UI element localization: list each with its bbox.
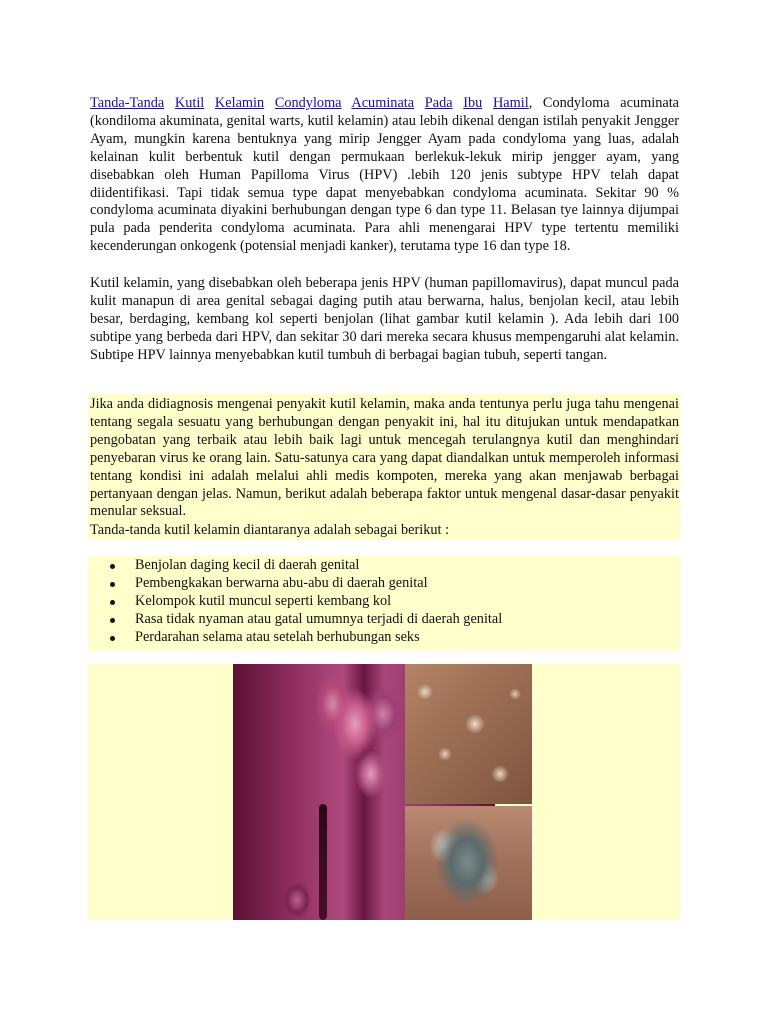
- intro-paragraph: [90, 95, 679, 256]
- symptom-list: [88, 557, 502, 647]
- title-link-6[interactable]: Pada: [424, 95, 453, 111]
- title-link-8[interactable]: Hamil: [492, 95, 529, 111]
- highlighted-section: [88, 394, 680, 540]
- list-item: Kelompok kutil muncul seperti kembang kol: [135, 593, 502, 611]
- diagnosis-paragraph: Jika anda didiagnosis mengenai penyakit kutil kelamin, maka anda tentunya perlu juga tahu mengenai tentang segala sesuatu yang berhubungan dengan penyakit ini, hal itu ditujukan untuk mendapatkan pengobatan yang terbaik atau lebih baik lagi untuk mencegah terulangnya kutil dan menghindari penyebaran virus ke orang lain. Satu-satunya cara yang dapat diandalkan untuk memperoleh informasi tentang kondisi ini adalah melalui ahli medis kompoten, mereka yang akan menjawab berbagai pertanyaan dengan jelas. Namun, berikut adalah beberapa faktor untuk mengenal dasar-dasar penyakit menular seksual.: [90, 396, 679, 520]
- title-link-1[interactable]: Tanda-Tanda: [90, 95, 165, 111]
- list-item: Benjolan daging kecil di daerah genital: [135, 557, 502, 575]
- list-item: Pembengkakan berwarna abu-abu di daerah genital: [135, 575, 502, 593]
- title-link-3[interactable]: Kelamin: [214, 95, 265, 111]
- symptom-list-intro: Tanda-tanda kutil kelamin diantaranya adalah sebagai berikut :: [90, 522, 450, 538]
- title-link-7[interactable]: Ibu: [463, 95, 483, 111]
- title-link-5[interactable]: Acuminata: [351, 95, 415, 111]
- title-link-2[interactable]: Kutil: [174, 95, 205, 111]
- clinical-photo-skin: [405, 664, 532, 804]
- hpv-paragraph: Kutil kelamin, yang disebabkan oleh beberapa jenis HPV (human papillomavirus), dapat muncul pada kulit manapun di area genital sebagai daging putih atau berwarna, halus, benjolan kecil, atau lebih besar, berdaging, kembang kol seperti benjolan (lihat gambar kutil kelamin ). Ada lebih dari 100 subtipe yang berbeda dari HPV, dan sekitar 30 dari mereka secara khusus mempengaruhi alat kelamin. Subtipe HPV lainnya menyebabkan kutil tumbuh di berbagai bagian tubuh, seperti tangan.: [90, 275, 679, 363]
- list-item: Rasa tidak nyaman atau gatal umumnya terjadi di daerah genital: [135, 611, 503, 627]
- title-link-4[interactable]: Condyloma: [274, 95, 342, 111]
- intro-paragraph-text: , Condyloma acuminata (kondiloma akuminata, genital warts, kutil kelamin) atau lebih dikenal dengan istilah penyakit Jengger Ayam, mungkin karena bentuknya yang mirip Jengger Ayam pada condyloma yang luas, adalah kelainan kulit berbentuk kutil dengan permukaan berlekuk-lekuk mirip jengger ayam, yang disebabkan oleh Human Papilloma Virus (HPV) .lebih 120 jenis subtype HPV telah dapat diidentifikasi. Tapi tidak semua type dapat menyebabkan condyloma acuminata. Sekitar 90 % condyloma acuminata diyakini berhubungan dengan type 6 dan type 11. Belasan tye lainnya dijumpai pula pada penderita condyloma acuminata. Para ahli menengarai HPV type tertentu memiliki kecenderungan onkogenk (potensial menjadi kanker), terutama type 16 dan type 18.: [90, 95, 680, 255]
- clinical-photo-cluster: [405, 806, 532, 920]
- image-section: [88, 664, 680, 920]
- symptom-list-section: [88, 556, 680, 651]
- list-item: Perdarahan selama atau setelah berhubungan seks: [135, 629, 502, 647]
